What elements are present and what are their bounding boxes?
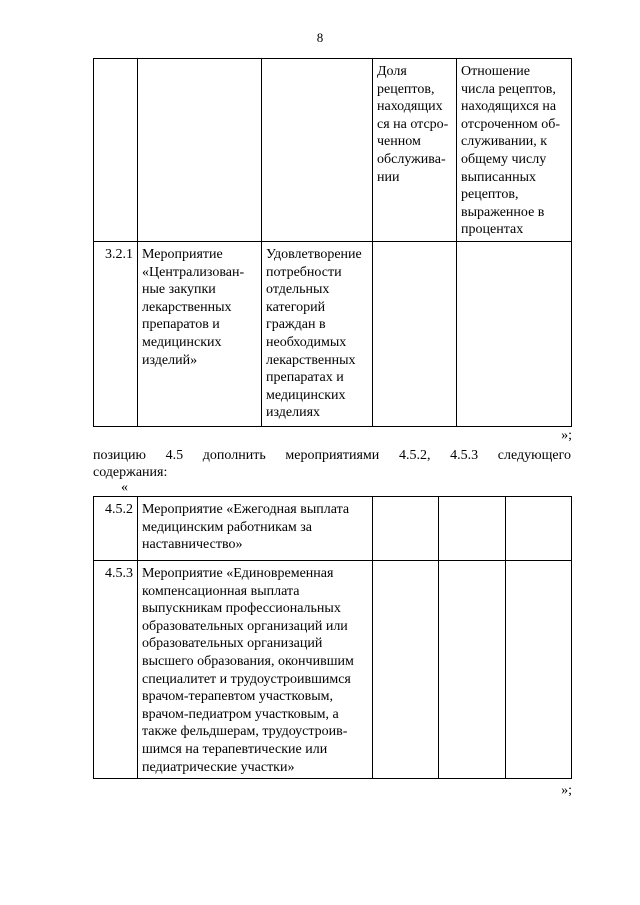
row-empty-cell bbox=[439, 497, 506, 561]
table-row bbox=[94, 561, 572, 779]
closing-quote: »; bbox=[561, 428, 572, 443]
table-row bbox=[94, 242, 572, 427]
page-number: 8 bbox=[316, 30, 324, 45]
row-empty-cell bbox=[373, 497, 439, 561]
header-cell-name bbox=[138, 59, 262, 242]
header-cell-share: Доля рецептов, находящих ся на отсро- ченном обслужива- нии bbox=[373, 59, 457, 242]
row-result: Удовлетворение потребности отдельных категорий граждан в необходимых лекарственных препаратах и медицинских изделиях bbox=[262, 242, 373, 427]
table-insert bbox=[93, 496, 572, 779]
row-number: 3.2.1 bbox=[94, 242, 138, 427]
row-empty-cell bbox=[506, 561, 572, 779]
closing-quote: »; bbox=[561, 783, 572, 798]
row-empty-cell bbox=[506, 497, 572, 561]
row-number: 4.5.3 bbox=[94, 561, 138, 779]
header-cell-result bbox=[262, 59, 373, 242]
header-cell-ratio: Отношение числа рецептов, находящихся на отсроченном об- служивании, к общему числу выписанных рецептов, выраженное в процентах bbox=[457, 59, 572, 242]
table-header-row bbox=[94, 59, 572, 242]
row-empty-cell bbox=[373, 242, 457, 427]
row-empty-cell bbox=[439, 561, 506, 779]
row-name: Мероприятие «Ежегодная выплата медицинским работникам за наставничество» bbox=[138, 497, 373, 561]
header-cell-num bbox=[94, 59, 138, 242]
row-name: Мероприятие «Централизован- ные закупки лекарственных препаратов и медицинских изделий» bbox=[138, 242, 262, 427]
row-name: Мероприятие «Единовременная компенсационная выплата выпускникам профессиональных образовательных организаций или образовательных организаций высшего образования, окончившим специалитет и трудоустроившимся врачом-терапевтом участковым, врачом-педиатром участковым, а также фельдшерам, трудоустроив- шимся на терапевтические или педиатрические участки» bbox=[138, 561, 373, 779]
row-number: 4.5.2 bbox=[94, 497, 138, 561]
row-empty-cell bbox=[457, 242, 572, 427]
paragraph-text: позицию 4.5 дополнить мероприятиями 4.5.2, 4.5.3 следующего bbox=[93, 448, 571, 463]
row-empty-cell bbox=[373, 561, 439, 779]
opening-quote: « bbox=[121, 480, 128, 495]
paragraph-text-end: содержания: bbox=[93, 465, 168, 480]
table-continuation bbox=[93, 58, 572, 427]
table-row bbox=[94, 497, 572, 561]
